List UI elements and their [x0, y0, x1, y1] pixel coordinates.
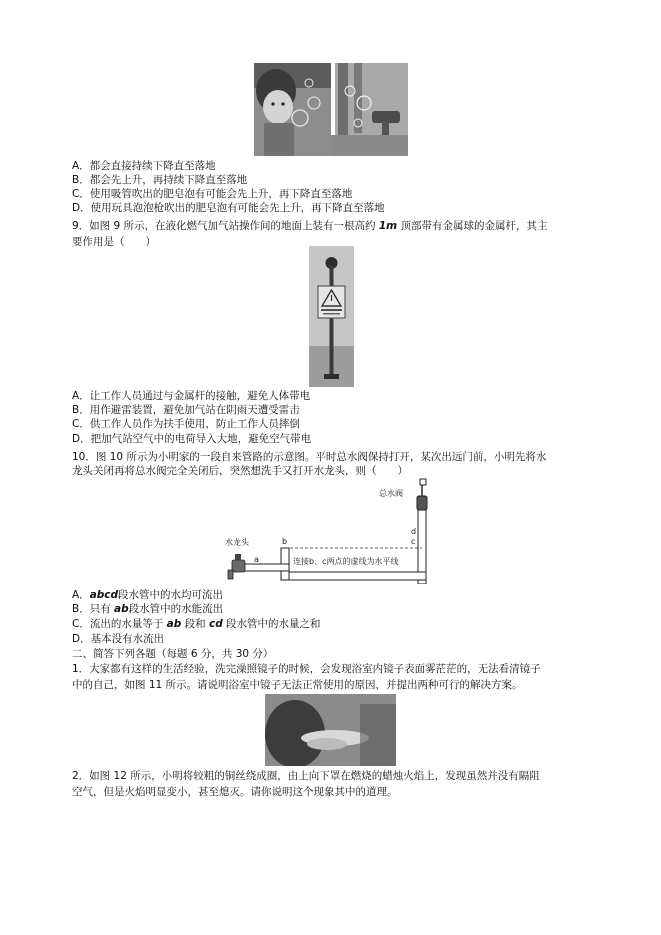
q9-option-d: D．把加气站空气中的电荷导入大地，避免空气带电 — [72, 433, 312, 445]
q9-stem-line2: 要作用是（ ） — [72, 236, 156, 248]
metal-rod-photo — [309, 246, 354, 387]
foggy-mirror-photo — [265, 694, 396, 766]
q9-option-a: A．让工作人员通过与金属杆的接触，避免人体带电 — [72, 390, 311, 402]
foggy-mirror-graphic — [265, 694, 396, 766]
q10-option-c — [72, 618, 321, 631]
q10-option-d: D．基本没有水流出 — [72, 633, 165, 645]
s2-q2-line2: 空气，但是火焰明显变小，甚至熄灭。请你说明这个现象其中的道理。 — [72, 786, 398, 798]
q10-option-b-prefix: B．只有 — [72, 603, 115, 615]
q10-option-b-segment: ab — [114, 603, 129, 615]
point-c-label: c — [411, 537, 416, 546]
s2-q2-line1: 2．如图 12 所示，小明将较粗的铜丝绕成圈，由上向下罩在燃烧的蜡烛火焰上，发现虽然并没有隔阻 — [72, 770, 540, 782]
horizontal-line-note: 连接b、c两点的虚线为水平线 — [293, 557, 399, 566]
main-valve-handle — [420, 479, 426, 485]
q10-stem-line1: 10．图 10 所示为小明家的一段自来管路的示意图。平时总水阀保持打开，某次出远门前，小明先将水 — [72, 451, 547, 463]
q10-option-c-text: 段水管中的水量之和 — [222, 618, 321, 630]
q9-stem-text-b: 顶部带有金属球的金属杆，其主 — [397, 220, 548, 232]
bubble-photo-graphic — [254, 63, 408, 156]
q10-option-a-prefix: A． — [72, 589, 90, 601]
point-b-label: b — [282, 537, 288, 546]
q10-option-b-text: 段水管中的水能流出 — [128, 603, 224, 615]
bubble-photo — [254, 63, 408, 156]
s2-q1-line1: 1．大家都有这样的生活经验，洗完澡照镜子的时候，会发现浴室内镜子表面雾茫茫的，无法看清镜子 — [72, 663, 541, 675]
q9-stem-text-a: 9．如图 9 所示，在液化燃气加气站操作间的地面上装有一根高约 — [72, 220, 379, 232]
faucet-label: 水龙头 — [225, 538, 249, 547]
q10-option-c-prefix: C．流出的水量等于 — [72, 618, 167, 630]
q10-stem-line2: 龙头关闭再将总水阀完全关闭后，突然想洗手又打开水龙头，则（ ） — [72, 465, 408, 477]
section2-heading: 二、简答下列各题（每题 6 分，共 30 分） — [72, 648, 274, 660]
main-valve-icon — [417, 496, 427, 510]
q10-option-c-segment-2: cd — [208, 618, 223, 630]
faucet-icon — [232, 560, 245, 572]
q8-option-d: D．使用玩具泡泡枪吹出的肥皂泡有可能会先上升，再下降直至落地 — [72, 202, 385, 214]
main-valve-label: 总水阀 — [379, 489, 403, 498]
s2-q1-line2: 中的自己，如图 11 所示。请说明浴室中镜子无法正常使用的原因，并提出两种可行的解决方案。 — [72, 679, 523, 691]
q10-option-c-mid: 段和 — [181, 618, 209, 630]
q8-option-c: C．使用吸管吹出的肥皂泡有可能会先上升，再下降直至落地 — [72, 188, 353, 200]
q10-option-a — [72, 589, 223, 602]
pipe-diagram — [215, 478, 440, 584]
point-a-label: a — [254, 555, 259, 564]
q8-option-a: A．都会直接持续下降直至落地 — [72, 160, 216, 172]
q8-option-b: B．都会先上升，再持续下降直至落地 — [72, 174, 248, 186]
q9-option-c: C．供工作人员作为扶手使用，防止工作人员摔倒 — [72, 418, 300, 430]
q10-option-c-segment-1: ab — [166, 618, 182, 630]
point-d-label: d — [411, 527, 417, 536]
q10-option-a-text: 段水管中的水均可流出 — [118, 589, 224, 601]
q9-option-b: B．用作避雷装置，避免加气站在阴雨天遭受雷击 — [72, 404, 300, 416]
metal-rod-graphic — [309, 246, 354, 387]
pipe-diagram-graphic — [215, 478, 440, 584]
q9-stem-unit: 1m — [378, 220, 398, 232]
q10-option-b — [72, 603, 223, 616]
q9-stem-line1 — [72, 220, 547, 233]
q10-option-a-segment: abcd — [89, 589, 119, 601]
